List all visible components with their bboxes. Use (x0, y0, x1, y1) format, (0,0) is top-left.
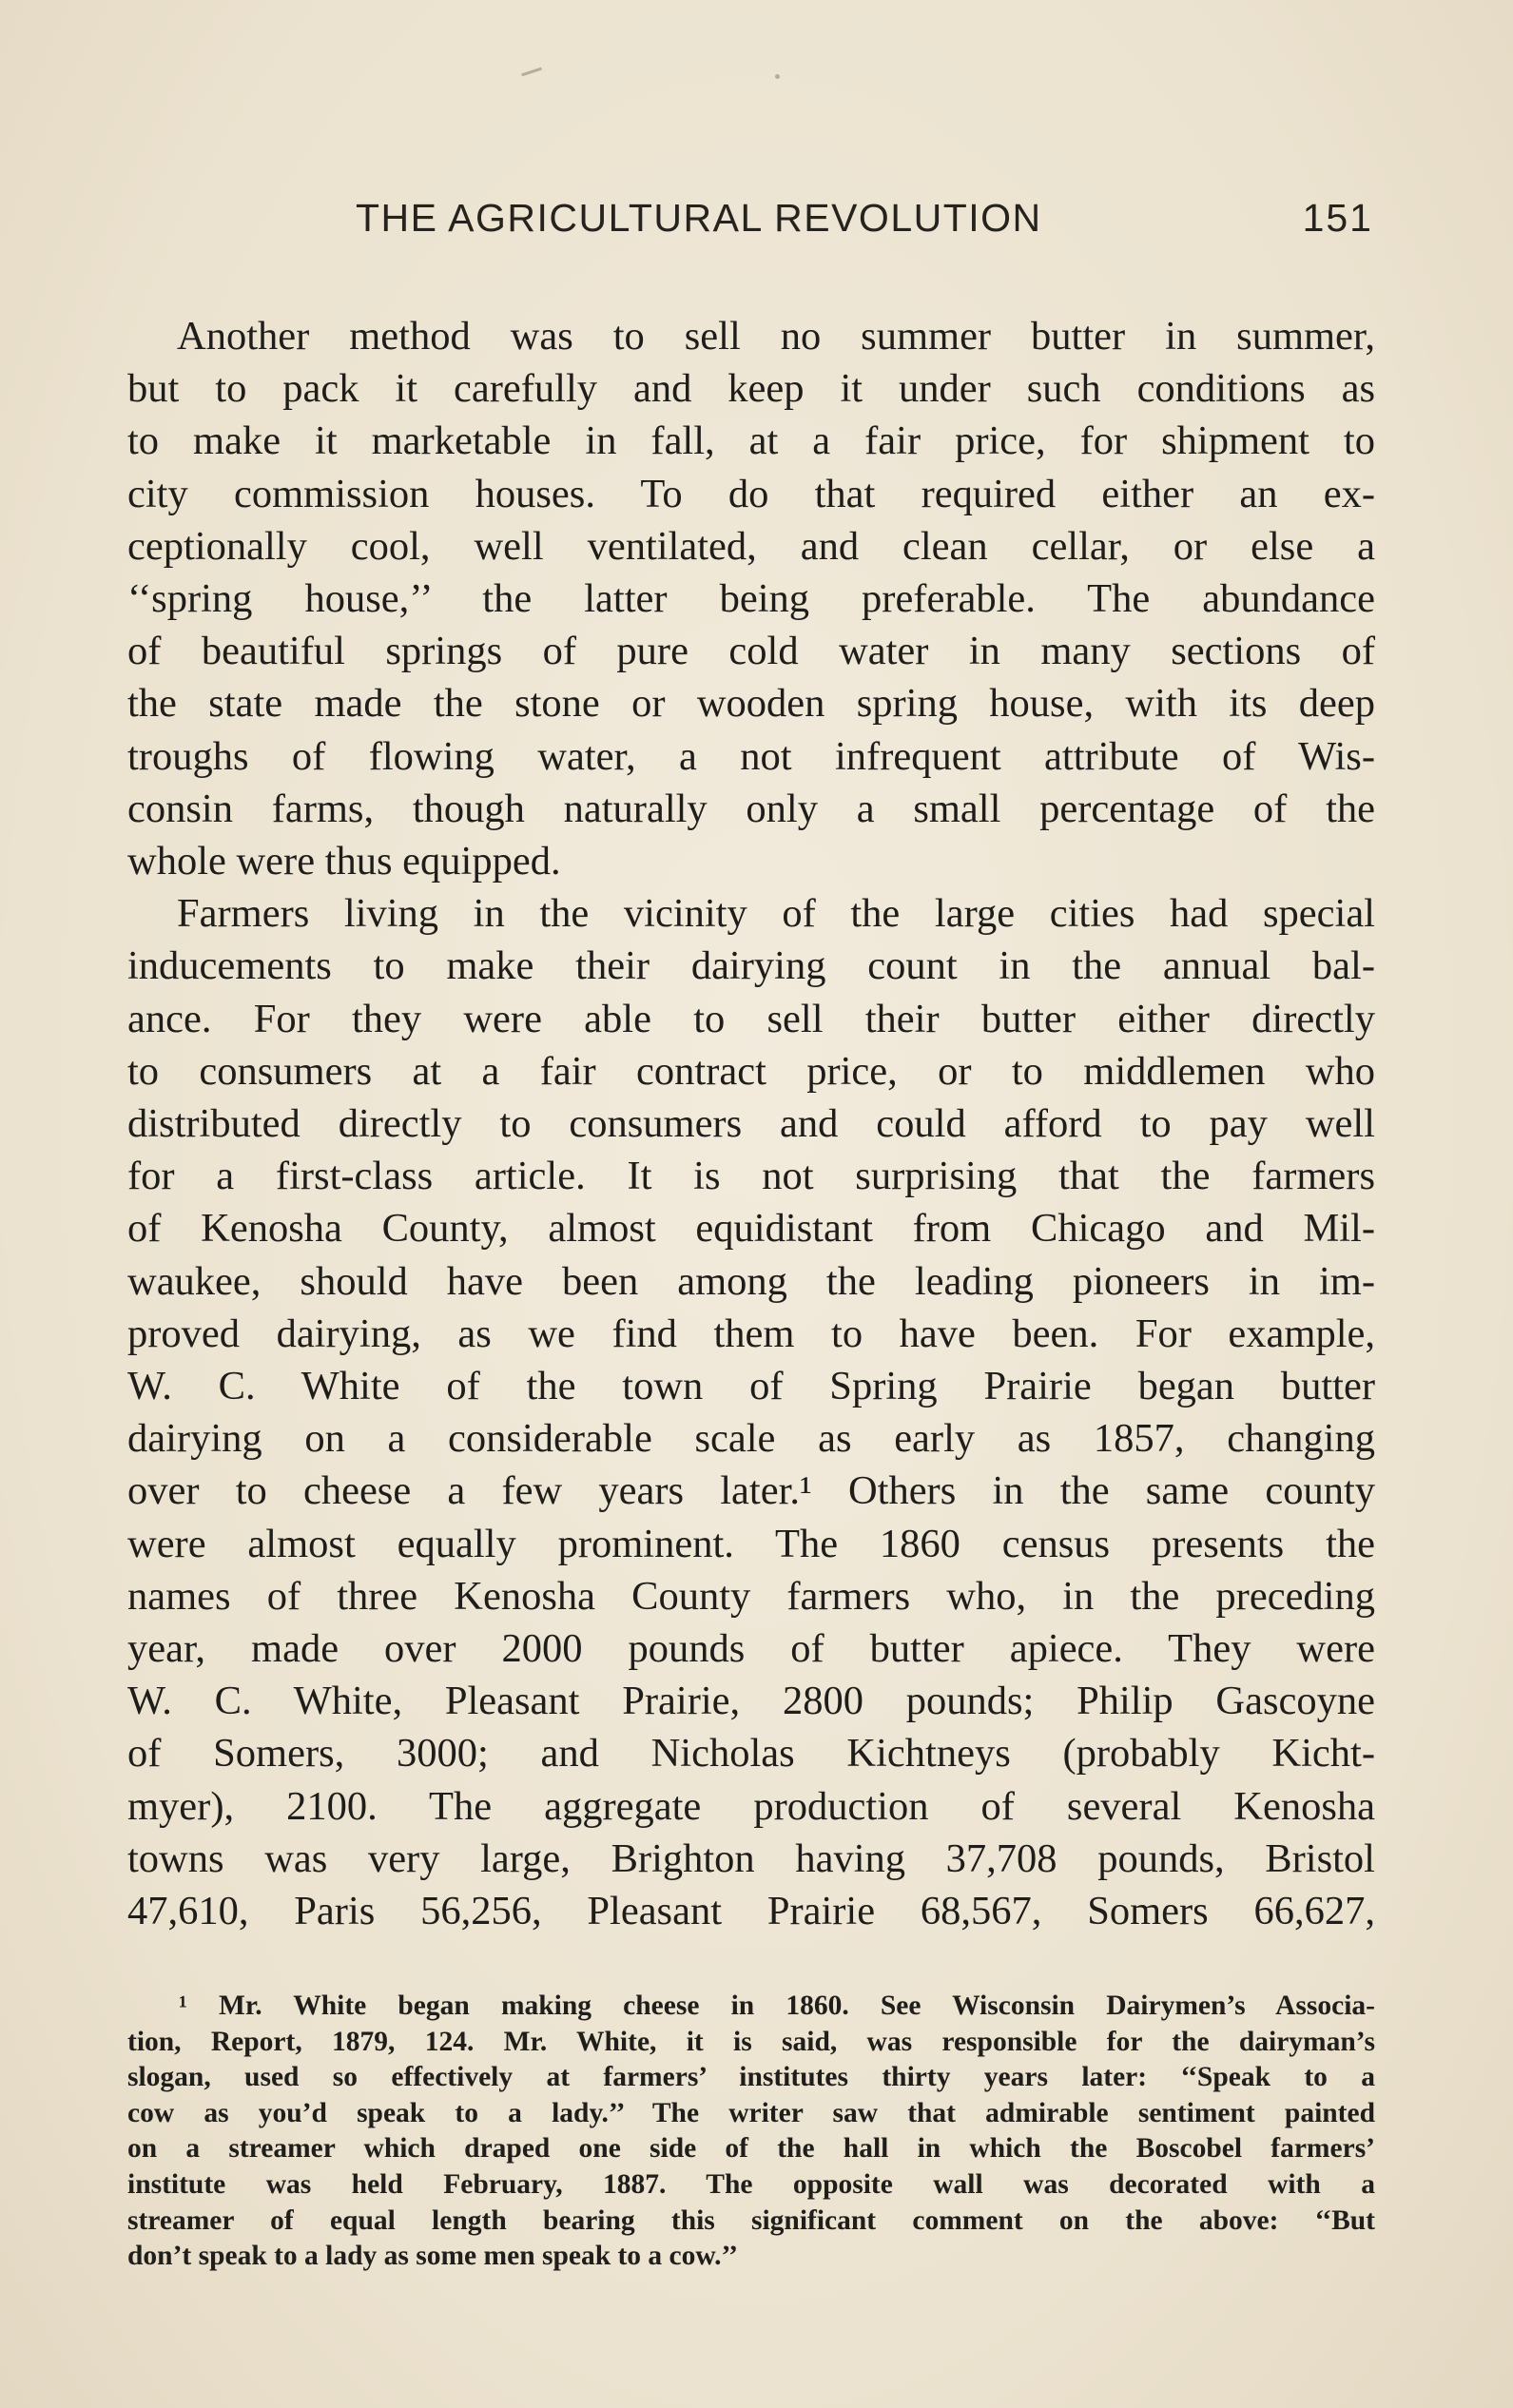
footnote-line: cow as you’d speak to a lady.’’ The writer saw that admirable sentiment painted (127, 2097, 1375, 2128)
text-line: distributed directly to consumers and could afford to pay well (127, 1101, 1375, 1147)
paragraph (127, 887, 1375, 1937)
smudge-mark (775, 74, 780, 79)
text-line: towns was very large, Brighton having 37,708 pounds, Bristol (127, 1835, 1375, 1881)
text-line: of Somers, 3000; and Nicholas Kichtneys (probably Kicht- (127, 1731, 1375, 1777)
running-head (127, 196, 1373, 253)
footnote-line: ¹ Mr. White began making cheese in 1860. See Wisconsin Dairymen’s Associa- (179, 1990, 1375, 2021)
text-line: for a first-class article. It is not surprising that the farmers (127, 1154, 1375, 1199)
text-line: the state made the stone or wooden spring house, with its deep (127, 681, 1375, 727)
text-line: Another method was to sell no summer butter in summer, (177, 314, 1375, 359)
text-line: city commission houses. To do that required either an ex- (127, 471, 1375, 516)
text-line: inducements to make their dairying count in the annual bal- (127, 943, 1375, 989)
text-line: of beautiful springs of pure cold water in many sections of (127, 629, 1375, 674)
text-line: were almost equally prominent. The 1860 census presents the (127, 1521, 1375, 1566)
text-line: ‘‘spring house,’’ the latter being preferable. The abundance (127, 576, 1375, 622)
text-line: names of three Kenosha County farmers who, in the preceding (127, 1573, 1375, 1619)
footnote-line: slogan, used so effectively at farmers’ institutes thirty years later: ‘‘Speak to a (127, 2062, 1375, 2093)
page-number: 151 (1302, 196, 1373, 240)
footnote (127, 1989, 1375, 2275)
text-line: proved dairying, as we find them to have been. For example, (127, 1311, 1375, 1356)
text-line: ceptionally cool, well ventilated, and clean cellar, or else a (127, 523, 1375, 569)
text-line: dairying on a considerable scale as early as 1857, changing (127, 1416, 1375, 1462)
text-line: but to pack it carefully and keep it under such conditions as (127, 366, 1375, 412)
footnote-line: on a streamer which draped one side of the hall in which the Boscobel farmers’ (127, 2133, 1375, 2165)
text-line: to consumers at a fair contract price, or to middlemen who (127, 1048, 1375, 1094)
text-line: W. C. White, Pleasant Prairie, 2800 pounds; Philip Gascoyne (127, 1679, 1375, 1724)
text-line: over to cheese a few years later.¹ Others in the same county (127, 1468, 1375, 1514)
text-line: 47,610, Paris 56,256, Pleasant Prairie 68,567, Somers 66,627, (127, 1889, 1375, 1934)
footnote-line: don’t speak to a lady as some men speak to a cow.’’ (127, 2241, 738, 2272)
text-line: Farmers living in the vicinity of the large cities had special (177, 891, 1375, 937)
text-line: year, made over 2000 pounds of butter apiece. They were (127, 1626, 1375, 1672)
text-line: to make it marketable in fall, at a fair price, for shipment to (127, 418, 1375, 464)
paragraph (127, 310, 1375, 887)
text-line: waukee, should have been among the leading pioneers in im- (127, 1258, 1375, 1304)
footnote-line: institute was held February, 1887. The opposite wall was decorated with a (127, 2168, 1375, 2200)
text-line: ance. For they were able to sell their butter either directly (127, 996, 1375, 1041)
footnote-line: streamer of equal length bearing this significant comment on the above: ‘‘But (127, 2204, 1375, 2236)
text-line: whole were thus equipped. (127, 839, 561, 884)
body-text (127, 310, 1375, 1937)
text-line: W. C. White of the town of Spring Prairie began butter (127, 1364, 1375, 1409)
footnote-line: tion, Report, 1879, 124. Mr. White, it is said, was responsible for the dairyman’s (127, 2026, 1375, 2057)
text-line: of Kenosha County, almost equidistant from Chicago and Mil- (127, 1206, 1375, 1252)
text-line: troughs of flowing water, a not infrequent attribute of Wis- (127, 733, 1375, 779)
text-line: myer), 2100. The aggregate production of several Kenosha (127, 1783, 1375, 1829)
running-title: THE AGRICULTURAL REVOLUTION (356, 196, 1042, 240)
text-line: consin farms, though naturally only a small percentage of the (127, 786, 1375, 831)
smudge-mark (521, 68, 542, 77)
